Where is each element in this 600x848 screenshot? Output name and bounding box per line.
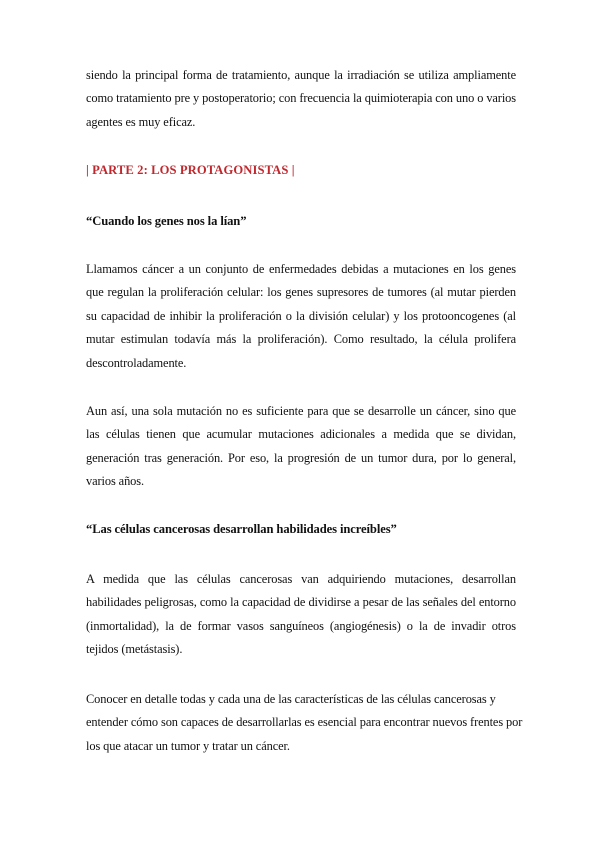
paragraph-dangerous-abilities: A medida que las células cancerosas van adquiriendo mutaciones, desarrollan habilidades peligrosas, como la capacidad de dividirse a pesar de las señales del entorno (inmortalidad), la de formar vasos sanguíneos (angiogénesis) o la de invadir otros tejidos (metástasis). xyxy=(86,572,516,657)
section-heading: | PARTE 2: LOS PROTAGONISTAS | xyxy=(86,163,295,177)
subheading-genes: “Cuando los genes nos la lían” xyxy=(86,214,247,228)
subheading-cell-abilities: “Las células cancerosas desarrollan habilidades increíbles” xyxy=(86,522,397,536)
paragraph-cancer-definition: Llamamos cáncer a un conjunto de enfermedades debidas a mutaciones en los genes que regulan la proliferación celular: los genes supresores de tumores (al mutar pierden su capacidad de inhibir la proliferación o la división celular) y los protooncogenes (al mutar estimulan todavía más la proliferación). Como resultado, la célula prolifera descontroladamente. xyxy=(86,262,516,370)
intro-paragraph: siendo la principal forma de tratamiento, aunque la irradiación se utiliza ampliamente como tratamiento pre y postoperatorio; con frecuencia la quimioterapia con uno o varios agentes es muy eficaz. xyxy=(86,68,516,129)
paragraph-research-importance: Conocer en detalle todas y cada una de las características de las células cancerosas y entender cómo son capaces de desarrollarlas es esencial para encontrar nuevos frentes por los que atacar un tumor y tratar un cáncer. xyxy=(86,692,523,753)
paragraph-mutation-accumulation: Aun así, una sola mutación no es suficiente para que se desarrolle un cáncer, sino que las células tienen que acumular mutaciones adicionales a medida que se dividan, generación tras generación. Por eso, la progresión de un tumor dura, por lo general, varios años. xyxy=(86,404,516,489)
